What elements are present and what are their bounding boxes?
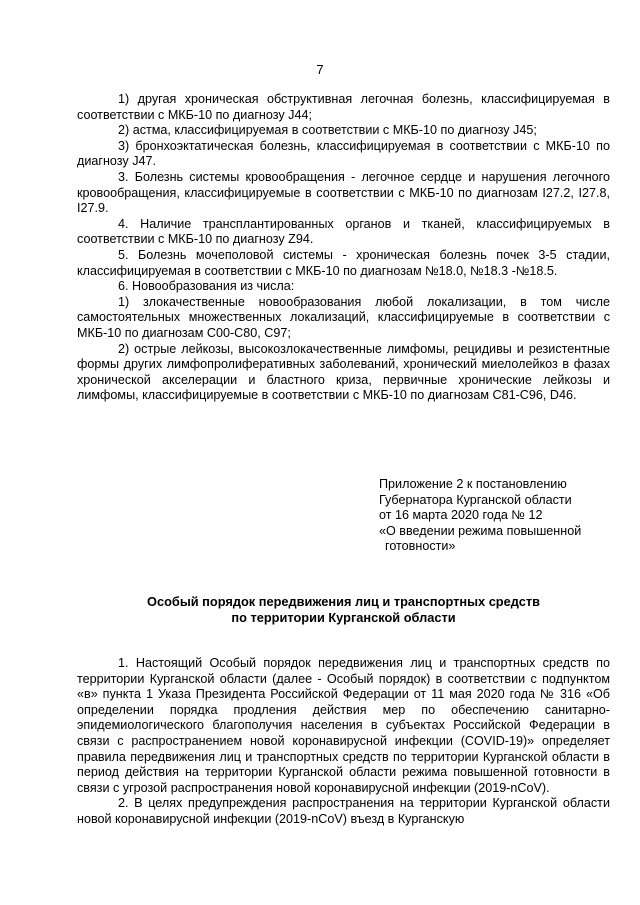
heading-line: Особый порядок передвижения лиц и транспортных средств [147, 594, 540, 609]
list-item: 5. Болезнь мочеполовой системы - хроническая болезнь почек 3-5 стадии, классифицируемая в соответствии с МКБ-10 по диагнозам №18.0, №18.3 -№18.5. [77, 247, 610, 278]
heading-line: по территории Курганской области [231, 610, 456, 625]
body-paragraph: 2. В целях предупреждения распространения на территории Курганской области новой коронавирусной инфекции (2019-nCoV) въезд в Курганскую [77, 796, 610, 826]
appendix-line: Приложение 2 к постановлению [379, 477, 567, 491]
list-item: 1) злокачественные новообразования любой локализации, в том числе самостоятельных множественных локализаций, классифицируемые в соответствии с МКБ-10 по диагнозам С00-С80, С97; [77, 294, 610, 340]
body-paragraph: 1. Настоящий Особый порядок передвижения лиц и транспортных средств по территории Курганской области (далее - Особый порядок) в соответствии с подпунктом «в» пункта 1 Указа Президента Российской Федерации от 11 мая 2020 года № 316 «Об определении порядка продления действия мер по обеспечению санитарно-эпидемиологического благополучия населения в субъектах Российской Федерации в связи с распространением новой коронавирусной инфекции (COVID-19)» определяет правила передвижения лиц и транспортных средств по территории Курганской области в период действия на территории Курганской области режима повышенной готовности в связи с угрозой распространения новой коронавирусной инфекции (2019-nCoV). [77, 656, 610, 795]
diagnosis-list [77, 92, 610, 404]
appendix-line: от 16 марта 2020 года № 12 [379, 508, 543, 523]
list-item: 3) бронхоэктатическая болезнь, классифицируемая в соответствии с МКБ-10 по диагнозу J47. [77, 138, 610, 169]
appendix-reference [379, 477, 609, 555]
list-item: 2) астма, классифицируемая в соответствии с МКБ-10 по диагнозу J45; [118, 123, 537, 138]
appendix-line: Губернатора Курганской области [379, 492, 572, 507]
list-item: 2) острые лейкозы, высокозлокачественные лимфомы, рецидивы и резистентные формы других лимфопролиферативных заболеваний, хронический миелолейкоз в фазах хронической акселерации и бластного криза, первичные хронические лейкозы и лимфомы, классифицируемые в соответствии с МКБ-10 по диагнозам С81-С96, D46. [77, 341, 610, 403]
list-item: 1) другая хроническая обструктивная легочная болезнь, классифицируемая в соответствии с МКБ-10 по диагнозу J44; [77, 92, 610, 122]
section-heading [77, 594, 610, 626]
appendix-line: «О введении режима повышенной [379, 523, 582, 538]
list-item: 6. Новообразования из числа: [118, 279, 295, 294]
list-item: 3. Болезнь системы кровообращения - легочное сердце и нарушения легочного кровообращения, классифицируемые в соответствии с МКБ-10 по диагнозам I27.2, I27.8, I27.9. [77, 169, 610, 216]
appendix-line: готовности» [385, 539, 456, 554]
page-number: 7 [316, 62, 324, 77]
list-item: 4. Наличие трансплантированных органов и тканей, классифицируемых в соответствии с МКБ-10 по диагнозу Z94. [77, 216, 610, 247]
body-text [77, 656, 610, 828]
